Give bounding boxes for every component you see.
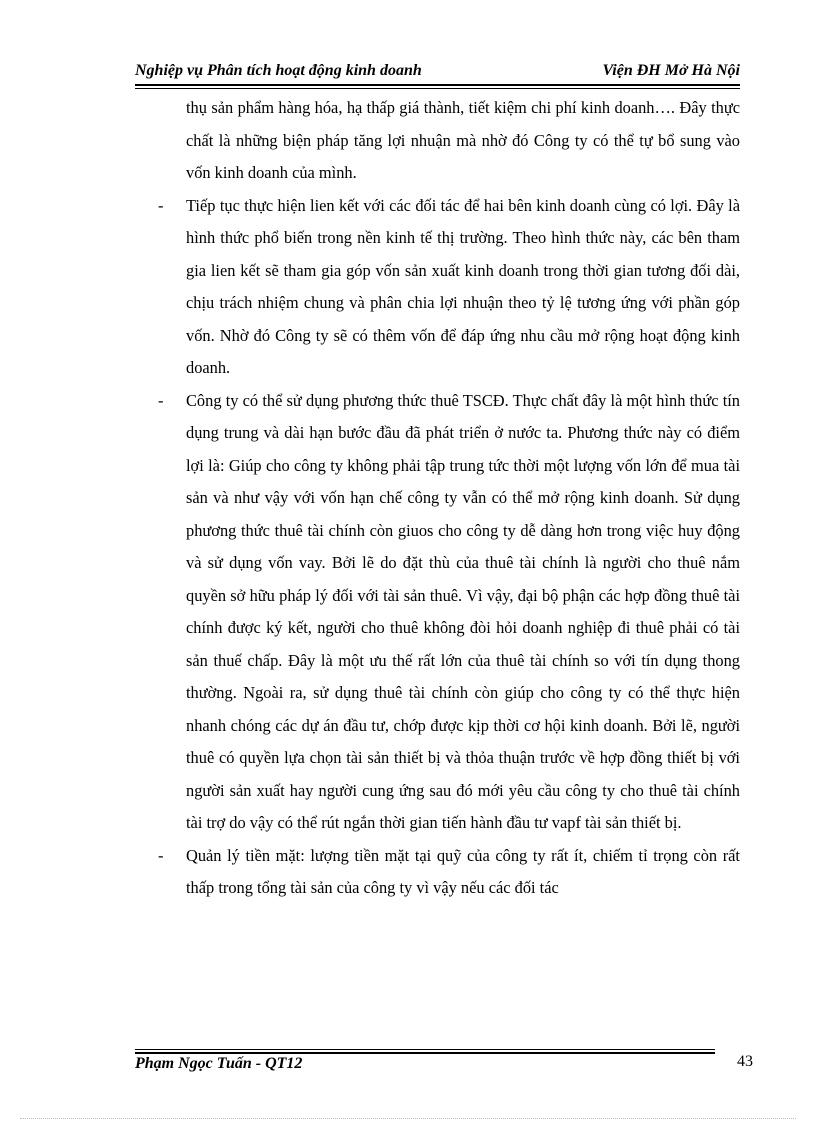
paragraph-text: Tiếp tục thực hiện lien kết với các đối tác để hai bên kinh doanh cùng có lợi. Đây là hình thức phổ biến trong nền kinh tế thị trường. Theo hình thức này, các bên tham gia lien kết sẽ tham gia góp vốn sản xuất kinh doanh trong thời gian tương đối dài, chịu trách nhiệm chung và phân chia lợi nhuận theo tỷ lệ tương ứng với phần góp vốn. Nhờ đó Công ty sẽ có thêm vốn để đáp ứng nhu cầu mở rộng hoạt động kinh doanh. — [186, 195, 740, 377]
footer-rule — [135, 1052, 715, 1054]
paragraph — [158, 190, 740, 385]
paragraph-text: thụ sản phẩm hàng hóa, hạ thấp giá thành, tiết kiệm chi phí kinh doanh…. Đây thực chất là những biện pháp tăng lợi nhuận mà nhờ đó Công ty có thể tự bổ sung vào vốn kinh doanh của mình. — [186, 98, 740, 182]
bullet-dash: - — [158, 390, 164, 410]
bullet-dash: - — [158, 195, 164, 215]
header-title: Nghiệp vụ Phân tích hoạt động kinh doanh — [135, 62, 422, 79]
header-institution: Viện ĐH Mở Hà Nội — [602, 62, 740, 79]
page-header — [135, 62, 740, 86]
footer-author: Phạm Ngọc Tuấn - QT12 — [135, 1055, 303, 1072]
paragraph — [158, 92, 740, 190]
paragraph-text: Quản lý tiền mặt: lượng tiền mặt tại quỹ của công ty rất ít, chiếm tỉ trọng còn rất thấp trong tổng tài sản của công ty vì vậy nếu các đối tác — [186, 845, 740, 897]
bullet-dash: - — [158, 845, 164, 865]
header-rule — [135, 84, 740, 86]
footer-rule-thin — [135, 1049, 715, 1050]
paragraph — [158, 840, 740, 905]
body-text — [158, 92, 740, 905]
paragraph — [158, 385, 740, 840]
header-rule-thin — [135, 88, 740, 89]
page-edge-divider — [20, 1118, 796, 1119]
page-number: 43 — [737, 1053, 753, 1070]
paragraph-text: Công ty có thể sử dụng phương thức thuê TSCĐ. Thực chất đây là một hình thức tín dụng trung và dài hạn bước đầu đã phát triển ở nước ta. Phương thức này có điểm lợi là: Giúp cho công ty không phải tập trung tức thời một lượng vốn lớn để mua tài sản và như vậy với vốn hạn chế công ty vẫn có thể mở rộng kinh doanh. Sử dụng phương thức thuê tài chính còn giuos cho công ty dễ dàng hơn trong việc huy động và sử dụng vốn vay. Bởi lẽ do đặt thù của thuê tài chính là người cho thuê nắm quyền sở hữu pháp lý đối với tài sản thuê. Vì vậy, đại bộ phận các hợp đồng thuê tài chính được ký kết, người cho thuê không đòi hỏi doanh nghiệp đi thuê phải có tài sản thuế chấp. Đây là một ưu thế rất lớn của thuê tài chính so với tín dụng thong thường. Ngoài ra, sử dụng thuê tài chính còn giúp cho công ty có thể thực hiện nhanh chóng các dự án đầu tư, chớp được kịp thời cơ hội kinh doanh. Bởi lẽ, người thuê có quyền lựa chọn tài sản thiết bị và thỏa thuận trước về hợp đồng thiết bị với người sản xuất hay người cung ứng sau đó mới yêu cầu công ty cho thuê tài chính tài trợ do vậy có thể rút ngắn thời gian tiến hành đầu tư vapf tài sản thiết bị. — [186, 390, 740, 832]
